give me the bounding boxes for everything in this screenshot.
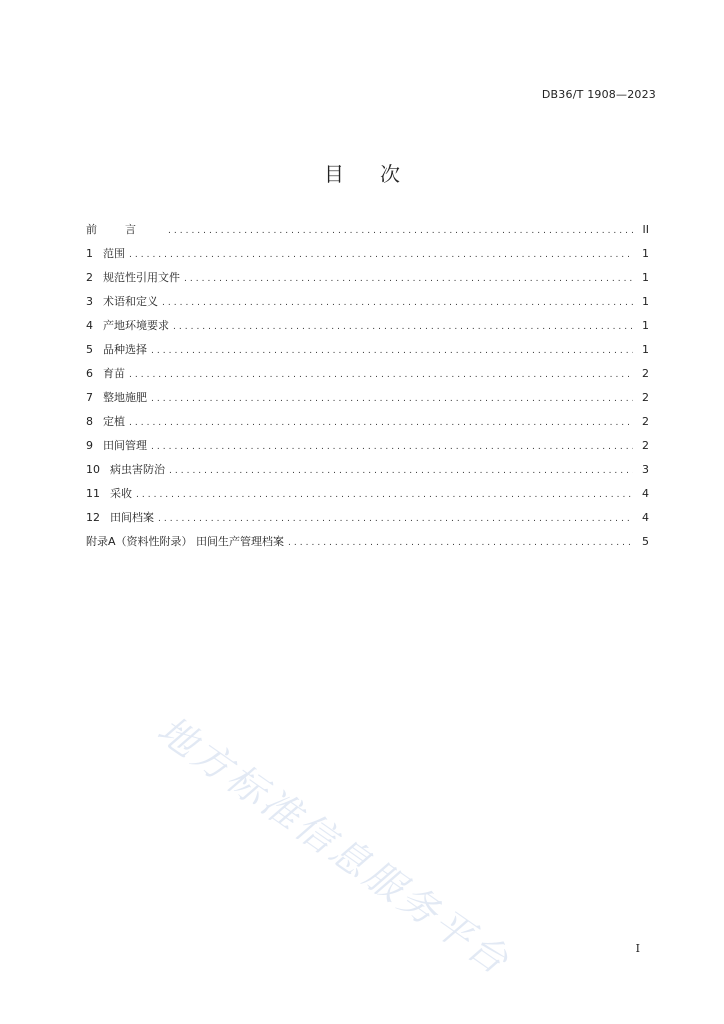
toc-entry-terms-definitions[interactable] [86,290,649,314]
toc-entry-number: 11 [86,487,100,500]
toc-leader-dots [288,531,633,555]
toc-leader-dots [129,411,633,435]
toc-entry-label: 田间档案 [110,511,154,524]
toc-leader-dots [162,291,633,315]
toc-entry-field-management[interactable] [86,434,649,458]
watermark: 地方标准信息服务平台 [149,707,519,985]
toc-leader-dots [151,339,633,363]
toc-leader-dots [168,219,633,243]
toc-leader-dots [173,315,633,339]
toc-entry-label: 术语和定义 [103,295,158,308]
toc-leader-dots [136,483,633,507]
toc-entry-number: 4 [86,319,93,332]
toc-entry-transplanting[interactable] [86,410,649,434]
toc-entry-page: 4 [642,511,649,524]
toc-entry-number: 1 [86,247,93,260]
toc-entry-number: 7 [86,391,93,404]
toc-entry-label: 田间管理 [103,439,147,452]
toc-entry-appendix-a[interactable] [86,530,649,554]
toc-entry-number: 5 [86,343,93,356]
toc-entry-label: 品种选择 [103,343,147,356]
toc-entry-foreword[interactable] [86,218,649,242]
toc-entry-scope[interactable] [86,242,649,266]
toc-entry-page: 2 [642,391,649,404]
toc-entry-page: 2 [642,439,649,452]
toc-entry-normative-references[interactable] [86,266,649,290]
toc-entry-page: 4 [642,487,649,500]
toc-entry-page: 2 [642,367,649,380]
toc-entry-label: 育苗 [103,367,125,380]
toc-entry-label: 整地施肥 [103,391,147,404]
document-code: DB36/T 1908—2023 [541,88,656,101]
toc-leader-dots [158,507,633,531]
toc-leader-dots [129,363,633,387]
toc-entry-page: 1 [642,271,649,284]
toc-entry-environment[interactable] [86,314,649,338]
toc-leader-dots [129,243,633,267]
toc-entry-page: 2 [642,415,649,428]
toc-entry-number: 3 [86,295,93,308]
toc-entry-page: 1 [642,295,649,308]
toc-entry-harvest[interactable] [86,482,649,506]
toc-entry-label: 病虫害防治 [110,463,165,476]
toc-leader-dots [151,435,633,459]
toc-entry-variety-selection[interactable] [86,338,649,362]
toc-entry-page: 1 [642,247,649,260]
toc-entry-page: 3 [642,463,649,476]
toc-entry-label: 产地环境要求 [103,319,169,332]
toc-title: 目次 [324,162,436,186]
toc-leader-dots [169,459,633,483]
toc-entry-pest-control[interactable] [86,458,649,482]
toc-entry-number: 6 [86,367,93,380]
toc-entry-soil-fertilization[interactable] [86,386,649,410]
toc-entry-number: 10 [86,463,100,476]
toc-entry-label: 定植 [103,415,125,428]
toc-entry-label: 范围 [103,247,125,260]
page-number: I [635,942,640,955]
toc-leader-dots [151,387,633,411]
toc-entry-seedling[interactable] [86,362,649,386]
toc-entry-label: 规范性引用文件 [103,271,180,284]
toc-entry-page: 1 [642,319,649,332]
toc-entry-field-records[interactable] [86,506,649,530]
toc-entry-label: 采收 [110,487,132,500]
toc-entry-number: 9 [86,439,93,452]
toc-entry-page: II [642,223,649,236]
toc-entry-page: 1 [642,343,649,356]
toc-entry-number: 12 [86,511,100,524]
toc-entry-label: 前言 [86,223,164,236]
toc-entry-page: 5 [642,535,649,548]
toc-entry-label: 附录A（资料性附录） 田间生产管理档案 [86,535,285,548]
toc-leader-dots [184,267,633,291]
toc-entry-number: 8 [86,415,93,428]
table-of-contents [86,218,649,554]
toc-entry-number: 2 [86,271,93,284]
